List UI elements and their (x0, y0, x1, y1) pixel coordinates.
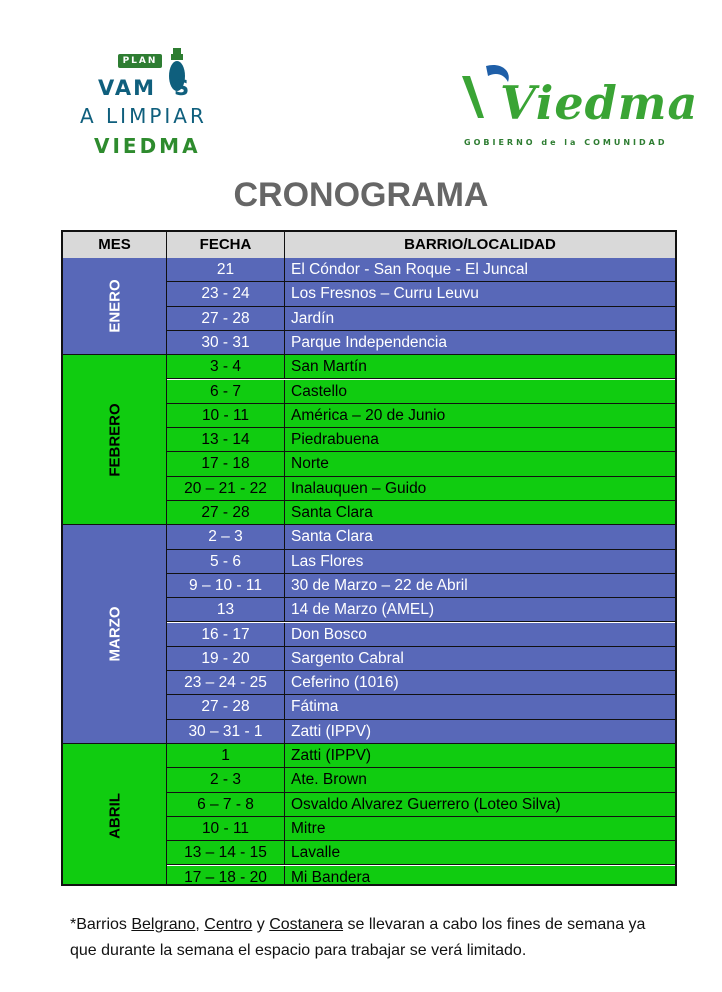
barrio-cell: Osvaldo Alvarez Guerrero (Loteo Silva) (291, 795, 561, 813)
fecha-cell: 6 – 7 - 8 (167, 793, 285, 816)
barrio-cell: Castello (291, 382, 347, 400)
fecha-cell: 30 – 31 - 1 (167, 720, 285, 743)
footnote: *Barrios Belgrano, Centro y Costanera se llevaran a cabo los fines de semana ya que durante la semana el espacio para trabajar se verá limitado. (70, 916, 646, 959)
table-row (167, 428, 675, 452)
fecha-cell: 2 - 3 (167, 768, 285, 791)
table-row (167, 404, 675, 428)
fecha-cell: 9 – 10 - 11 (167, 574, 285, 597)
table-row (167, 671, 675, 695)
barrio-cell: Lavalle (291, 844, 341, 862)
table-row (167, 623, 675, 647)
header-mes: MES (63, 232, 167, 258)
month-block-marzo (63, 525, 167, 744)
fecha-cell: 13 – 14 - 15 (167, 841, 285, 864)
table-row (167, 331, 675, 355)
barrio-cell: Santa Clara (291, 504, 373, 521)
fecha-cell: 1 (167, 744, 285, 767)
barrio-cell: Jardín (291, 309, 335, 327)
fecha-cell: 17 - 18 (167, 452, 285, 475)
table-row (167, 720, 675, 744)
month-block-abril (63, 744, 167, 886)
logo-viedma-text: VIEDMA (94, 134, 201, 158)
barrio-cell: América – 20 de Junio (291, 406, 446, 424)
barrio-cell: Ate. Brown (291, 771, 367, 789)
plan-vamos-a-limpiar-logo (78, 46, 228, 158)
barrio-centro: Centro (204, 916, 253, 933)
schedule-table (61, 230, 677, 886)
barrio-cell: Fátima (291, 698, 339, 716)
table-row (167, 452, 675, 476)
barrio-cell: Mitre (291, 819, 326, 837)
fecha-cell: 27 - 28 (167, 695, 285, 718)
table-row (167, 768, 675, 792)
table-row (167, 501, 675, 525)
table-row (167, 380, 675, 404)
month-label: FEBRERO (106, 403, 123, 477)
table-row (167, 477, 675, 501)
fecha-cell: 21 (167, 258, 285, 281)
month-label: MARZO (106, 606, 123, 662)
barrio-cell: San Martín (291, 358, 367, 376)
fecha-cell: 3 - 4 (167, 355, 285, 378)
viedma-wordmark: Viedma (500, 76, 699, 130)
fecha-cell: 10 - 11 (167, 817, 285, 840)
fecha-cell: 13 - 14 (167, 428, 285, 451)
barrio-belgrano: Belgrano (131, 916, 196, 933)
page-title: CRONOGRAMA (233, 176, 489, 214)
barrio-cell: Zatti (IPPV) (291, 747, 372, 764)
header-fecha: FECHA (167, 232, 285, 258)
gobierno-subtitle: GOBIERNO de la COMUNIDAD (464, 138, 668, 147)
month-label: ABRIL (106, 793, 123, 840)
table-row (167, 793, 675, 817)
month-label: ENERO (106, 279, 123, 333)
viedma-government-logo (456, 62, 699, 152)
fecha-cell: 19 - 20 (167, 647, 285, 670)
month-block-febrero (63, 355, 167, 525)
barrio-cell: 14 de Marzo (AMEL) (291, 601, 434, 619)
fecha-cell: 17 – 18 - 20 (167, 866, 285, 887)
table-row (167, 695, 675, 719)
fecha-cell: 10 - 11 (167, 404, 285, 427)
barrio-cell: Norte (291, 455, 329, 473)
barrio-cell: Los Fresnos – Curru Leuvu (291, 285, 479, 303)
fecha-cell: 23 – 24 - 25 (167, 671, 285, 694)
header-barrio: BARRIO/LOCALIDAD (404, 236, 556, 253)
table-row (167, 282, 675, 306)
barrio-costanera: Costanera (269, 916, 344, 933)
table-row (167, 598, 675, 622)
barrio-cell: Inalauquen – Guido (291, 479, 427, 497)
table-row (167, 307, 675, 331)
fecha-cell: 16 - 17 (167, 623, 285, 646)
barrio-cell: Zatti (IPPV) (291, 722, 372, 740)
barrio-cell: Sargento Cabral (291, 649, 404, 667)
fecha-cell: 13 (167, 598, 285, 621)
fecha-cell: 27 - 28 (167, 501, 285, 524)
barrio-cell: 30 de Marzo – 22 de Abril (291, 576, 468, 594)
table-row (167, 817, 675, 841)
fecha-cell: 27 - 28 (167, 307, 285, 330)
plan-badge: PLAN (118, 54, 162, 68)
table-row (167, 550, 675, 574)
barrio-cell: Mi Bandera (291, 868, 371, 886)
logo-vamos-text: VAM S (98, 76, 192, 100)
fecha-cell: 2 – 3 (167, 525, 285, 548)
table-row (167, 574, 675, 598)
fecha-cell: 20 – 21 - 22 (167, 477, 285, 500)
barrio-cell: Parque Independencia (291, 333, 447, 351)
barrio-cell: Santa Clara (291, 528, 373, 546)
table-row (167, 841, 675, 865)
fecha-cell: 23 - 24 (167, 282, 285, 305)
barrio-cell: Piedrabuena (291, 431, 379, 449)
table-row (167, 355, 675, 379)
fecha-cell: 5 - 6 (167, 550, 285, 573)
barrio-cell: Ceferino (1016) (291, 674, 399, 692)
table-row (167, 647, 675, 671)
logo-a-limpiar-text: A LIMPIAR (80, 104, 207, 128)
barrio-cell: El Cóndor - San Roque - El Juncal (291, 261, 528, 278)
fecha-cell: 30 - 31 (167, 331, 285, 354)
table-row (167, 525, 675, 549)
month-block-enero (63, 258, 167, 355)
table-row (167, 866, 675, 887)
table-row (167, 258, 675, 282)
barrio-cell: Don Bosco (291, 625, 367, 643)
fecha-cell: 6 - 7 (167, 380, 285, 403)
table-header (63, 232, 675, 259)
table-row (167, 744, 675, 768)
barrio-cell: Las Flores (291, 552, 364, 570)
